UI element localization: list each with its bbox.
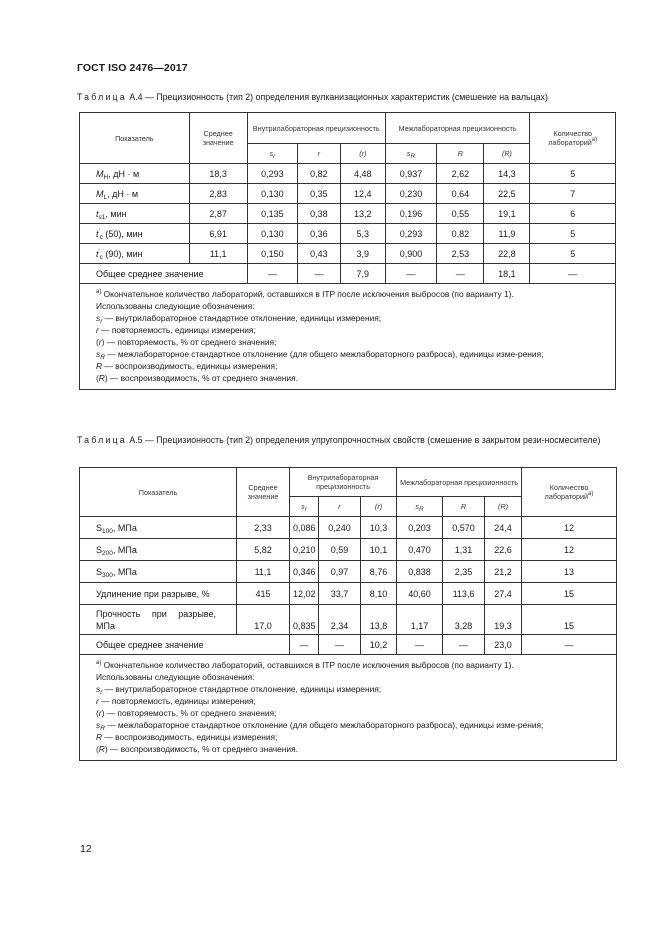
cell-R-pct: 22,5 xyxy=(484,184,530,204)
table-row-overall xyxy=(80,635,617,655)
cell-labs: 12 xyxy=(522,517,617,539)
cell-R: 0,55 xyxy=(437,204,484,224)
table-row xyxy=(80,605,617,635)
header-labs-text: Количество лабораторий xyxy=(544,483,589,501)
header-R-pct: (R) xyxy=(484,144,530,164)
caption-text: А.4 — Прецизионность (тип 2) определения вулканизационных характеристик (смешение на вальцах) xyxy=(129,92,548,102)
table-row xyxy=(80,204,616,224)
cell-sr: — xyxy=(290,635,319,655)
note-R: R — воспроизводимость, единицы измерения; xyxy=(96,361,278,371)
cell-R-pct: 21,2 xyxy=(485,561,522,583)
caption-label: Таблица xyxy=(77,435,127,445)
cell-sR: — xyxy=(385,264,437,284)
header-between: Межлабораторная прецизионность xyxy=(385,113,530,144)
header-labs xyxy=(522,468,617,517)
cell-mean: 11,1 xyxy=(189,244,247,264)
cell-sr: 12,02 xyxy=(290,583,319,605)
cell-labs: — xyxy=(522,635,617,655)
cell-sR: 0,900 xyxy=(385,244,437,264)
note-r-pct: (r) — повторяемость, % от среднего значения; xyxy=(96,708,277,718)
cell-R: — xyxy=(443,635,485,655)
note-R-pct: (R) — воспроизводимость, % от среднего значения. xyxy=(96,744,298,754)
cell-r: 2,34 xyxy=(319,605,361,635)
cell-r: 0,35 xyxy=(298,184,341,204)
document-header: ГОСТ ISO 2476—2017 xyxy=(77,62,188,74)
page-number: 12 xyxy=(80,843,92,855)
cell-R-pct: 27,4 xyxy=(485,583,522,605)
table-row-overall xyxy=(80,264,616,284)
header-R: R xyxy=(437,144,484,164)
header-r: r xyxy=(319,497,361,517)
note-sR: $s_R$ — межлабораторное стандартное отклонение (для общего межлабораторного разброса), единицы изме-рения; xyxy=(96,720,544,732)
header-r-pct: (r) xyxy=(340,144,385,164)
row-label: Удлинение при разрыве, % xyxy=(80,583,237,605)
header-sr: $s_r$ xyxy=(247,144,297,164)
row-label: $S_{100}$, МПа xyxy=(80,517,237,539)
row-label: $t_{s1}$, мин xyxy=(80,204,190,224)
cell-mean: 17,0 xyxy=(237,605,290,635)
cell-r: 0,240 xyxy=(319,517,361,539)
cell-r-pct: 8,10 xyxy=(361,583,397,605)
cell-mean: 2,87 xyxy=(189,204,247,224)
cell-labs: 7 xyxy=(530,184,616,204)
notes-cell xyxy=(80,284,616,390)
cell-sR: 1,17 xyxy=(397,605,443,635)
header-within: Внутрилабораторная прецизионность xyxy=(247,113,385,144)
cell-sR: 0,937 xyxy=(385,164,437,184)
notes-intro: Использованы следующие обозначения: xyxy=(96,301,255,311)
header-r: r xyxy=(298,144,341,164)
cell-sr: 0,835 xyxy=(290,605,319,635)
cell-R-pct: 22,8 xyxy=(484,244,530,264)
note-R: R — воспроизводимость, единицы измерения; xyxy=(96,732,278,742)
header-sr: $s_r$ xyxy=(290,497,319,517)
cell-labs: 5 xyxy=(530,244,616,264)
cell-mean: 5,82 xyxy=(237,539,290,561)
header-labs-text: Количество лабораторий xyxy=(548,129,593,147)
header-within: Внутрилабораторная прецизионность xyxy=(290,468,397,497)
cell-R: 113,6 xyxy=(443,583,485,605)
cell-labs: 5 xyxy=(530,224,616,244)
row-label: $t'_c$ (50), мин xyxy=(80,224,190,244)
table-notes xyxy=(80,284,616,390)
cell-sr: 0,130 xyxy=(247,224,297,244)
cell-mean: 2,33 xyxy=(237,517,290,539)
row-label: $S_{300}$, МПа xyxy=(80,561,237,583)
cell-r: 0,59 xyxy=(319,539,361,561)
header-R: R xyxy=(443,497,485,517)
cell-r-pct: 7,9 xyxy=(340,264,385,284)
cell-sR: 0,838 xyxy=(397,561,443,583)
footnote-mark: a) xyxy=(588,491,594,497)
table-row xyxy=(80,224,616,244)
table-row xyxy=(80,583,617,605)
cell-sR: — xyxy=(397,635,443,655)
cell-mean: 18,3 xyxy=(189,164,247,184)
cell-R: — xyxy=(437,264,484,284)
note-r: r — повторяемость, единицы измерения; xyxy=(96,325,256,335)
table-row xyxy=(80,539,617,561)
cell-sR: 0,196 xyxy=(385,204,437,224)
cell-sr: — xyxy=(247,264,297,284)
cell-r: — xyxy=(319,635,361,655)
cell-mean: 6,91 xyxy=(189,224,247,244)
note-sr: $s_r$ — внутрилабораторное стандартное отклонение, единицы измерения; xyxy=(96,684,382,696)
cell-r: 0,82 xyxy=(298,164,341,184)
cell-labs: 13 xyxy=(522,561,617,583)
cell-r-pct: 13,8 xyxy=(361,605,397,635)
cell-R-pct: 22,6 xyxy=(485,539,522,561)
caption-text: А.5 — Прецизионность (тип 2) определения упругопрочностных свойств (смешение в закрытом рези-носмесителе) xyxy=(129,435,601,445)
row-label: $t'_c$ (90), мин xyxy=(80,244,190,264)
cell-r-pct: 10,2 xyxy=(361,635,397,655)
cell-R: 2,35 xyxy=(443,561,485,583)
header-between: Межлабораторная прецизионность xyxy=(397,468,522,497)
notes-cell xyxy=(80,655,617,761)
header-indicator: Показатель xyxy=(80,113,190,164)
cell-r: 0,36 xyxy=(298,224,341,244)
cell-R-pct: 11,9 xyxy=(484,224,530,244)
cell-sr: 0,086 xyxy=(290,517,319,539)
row-label: Прочность при разрыве, МПа xyxy=(80,605,237,635)
cell-labs: 6 xyxy=(530,204,616,224)
cell-labs: 12 xyxy=(522,539,617,561)
note-r-pct: (r) — повторяемость, % от среднего значения; xyxy=(96,337,277,347)
header-mean: Среднее значение xyxy=(189,113,247,164)
footnote: $^{a)}$ Окончательное количество лабораторий, оставшихся в ITP после исключения выбросов (по варианту 1). xyxy=(96,289,514,299)
table-row xyxy=(80,517,617,539)
cell-R-pct: 19,1 xyxy=(484,204,530,224)
cell-R: 0,82 xyxy=(437,224,484,244)
notes-intro: Использованы следующие обозначения: xyxy=(96,672,255,682)
cell-sR: 0,230 xyxy=(385,184,437,204)
row-label: Общее среднее значение xyxy=(80,635,290,655)
cell-sr: 0,346 xyxy=(290,561,319,583)
row-label: Общее среднее значение xyxy=(80,264,248,284)
cell-r: 33,7 xyxy=(319,583,361,605)
table-notes xyxy=(80,655,617,761)
cell-R: 3,28 xyxy=(443,605,485,635)
header-sR: $s_R$ xyxy=(397,497,443,517)
cell-labs: 15 xyxy=(522,583,617,605)
caption-label: Таблица xyxy=(77,92,127,102)
cell-r-pct: 3,9 xyxy=(340,244,385,264)
cell-R-pct: 14,3 xyxy=(484,164,530,184)
header-R-pct: (R) xyxy=(485,497,522,517)
cell-r-pct: 5,3 xyxy=(340,224,385,244)
cell-sr: 0,135 xyxy=(247,204,297,224)
cell-R-pct: 24,4 xyxy=(485,517,522,539)
header-labs xyxy=(530,113,616,164)
cell-R-pct: 18,1 xyxy=(484,264,530,284)
cell-r-pct: 10,1 xyxy=(361,539,397,561)
header-r-pct: (r) xyxy=(361,497,397,517)
table-a4-caption xyxy=(77,91,617,104)
cell-r-pct: 13,2 xyxy=(340,204,385,224)
table-row xyxy=(80,244,616,264)
cell-labs: 15 xyxy=(522,605,617,635)
note-R-pct: (R) — воспроизводимость, % от среднего значения. xyxy=(96,373,298,383)
header-sR: $s_R$ xyxy=(385,144,437,164)
cell-sr: 0,293 xyxy=(247,164,297,184)
cell-r-pct: 12,4 xyxy=(340,184,385,204)
cell-r-pct: 10,3 xyxy=(361,517,397,539)
header-mean: Среднее значение xyxy=(237,468,290,517)
note-sR: $s_R$ — межлабораторное стандартное отклонение (для общего межлабораторного разброса), единицы изме-рения; xyxy=(96,349,544,361)
cell-sR: 0,293 xyxy=(385,224,437,244)
table-row xyxy=(80,184,616,204)
row-label: $S_{200}$, МПа xyxy=(80,539,237,561)
footnote-mark: a) xyxy=(591,137,598,143)
cell-sr: 0,150 xyxy=(247,244,297,264)
cell-R: 2,62 xyxy=(437,164,484,184)
table-a5-caption xyxy=(77,434,617,447)
row-label: $M_H$, дН · м xyxy=(80,164,190,184)
cell-R: 2,53 xyxy=(437,244,484,264)
cell-r: 0,43 xyxy=(298,244,341,264)
note-sr: $s_r$ — внутрилабораторное стандартное отклонение, единицы измерения; xyxy=(96,313,382,325)
cell-sR: 0,470 xyxy=(397,539,443,561)
cell-R: 1,31 xyxy=(443,539,485,561)
cell-mean: 11,1 xyxy=(237,561,290,583)
table-a4 xyxy=(79,112,616,390)
header-indicator: Показатель xyxy=(80,468,237,517)
cell-r-pct: 8,76 xyxy=(361,561,397,583)
cell-mean: 415 xyxy=(237,583,290,605)
cell-r: 0,38 xyxy=(298,204,341,224)
cell-R-pct: 23,0 xyxy=(485,635,522,655)
cell-labs: — xyxy=(530,264,616,284)
cell-labs: 5 xyxy=(530,164,616,184)
row-label: $M_L$, дН · м xyxy=(80,184,190,204)
cell-r: 0,97 xyxy=(319,561,361,583)
table-row xyxy=(80,561,617,583)
table-a5 xyxy=(79,467,617,761)
cell-R: 0,570 xyxy=(443,517,485,539)
table-row xyxy=(80,164,616,184)
cell-r-pct: 4,48 xyxy=(340,164,385,184)
cell-r: — xyxy=(298,264,341,284)
cell-sr: 0,210 xyxy=(290,539,319,561)
cell-R: 0,64 xyxy=(437,184,484,204)
cell-R-pct: 19,3 xyxy=(485,605,522,635)
footnote: $^{a)}$ Окончательное количество лабораторий, оставшихся в ITP после исключения выбросов (по варианту 1). xyxy=(96,660,514,670)
cell-mean: 2,83 xyxy=(189,184,247,204)
cell-sR: 40,60 xyxy=(397,583,443,605)
cell-sR: 0,203 xyxy=(397,517,443,539)
note-r: r — повторяемость, единицы измерения; xyxy=(96,696,256,706)
cell-sr: 0,130 xyxy=(247,184,297,204)
